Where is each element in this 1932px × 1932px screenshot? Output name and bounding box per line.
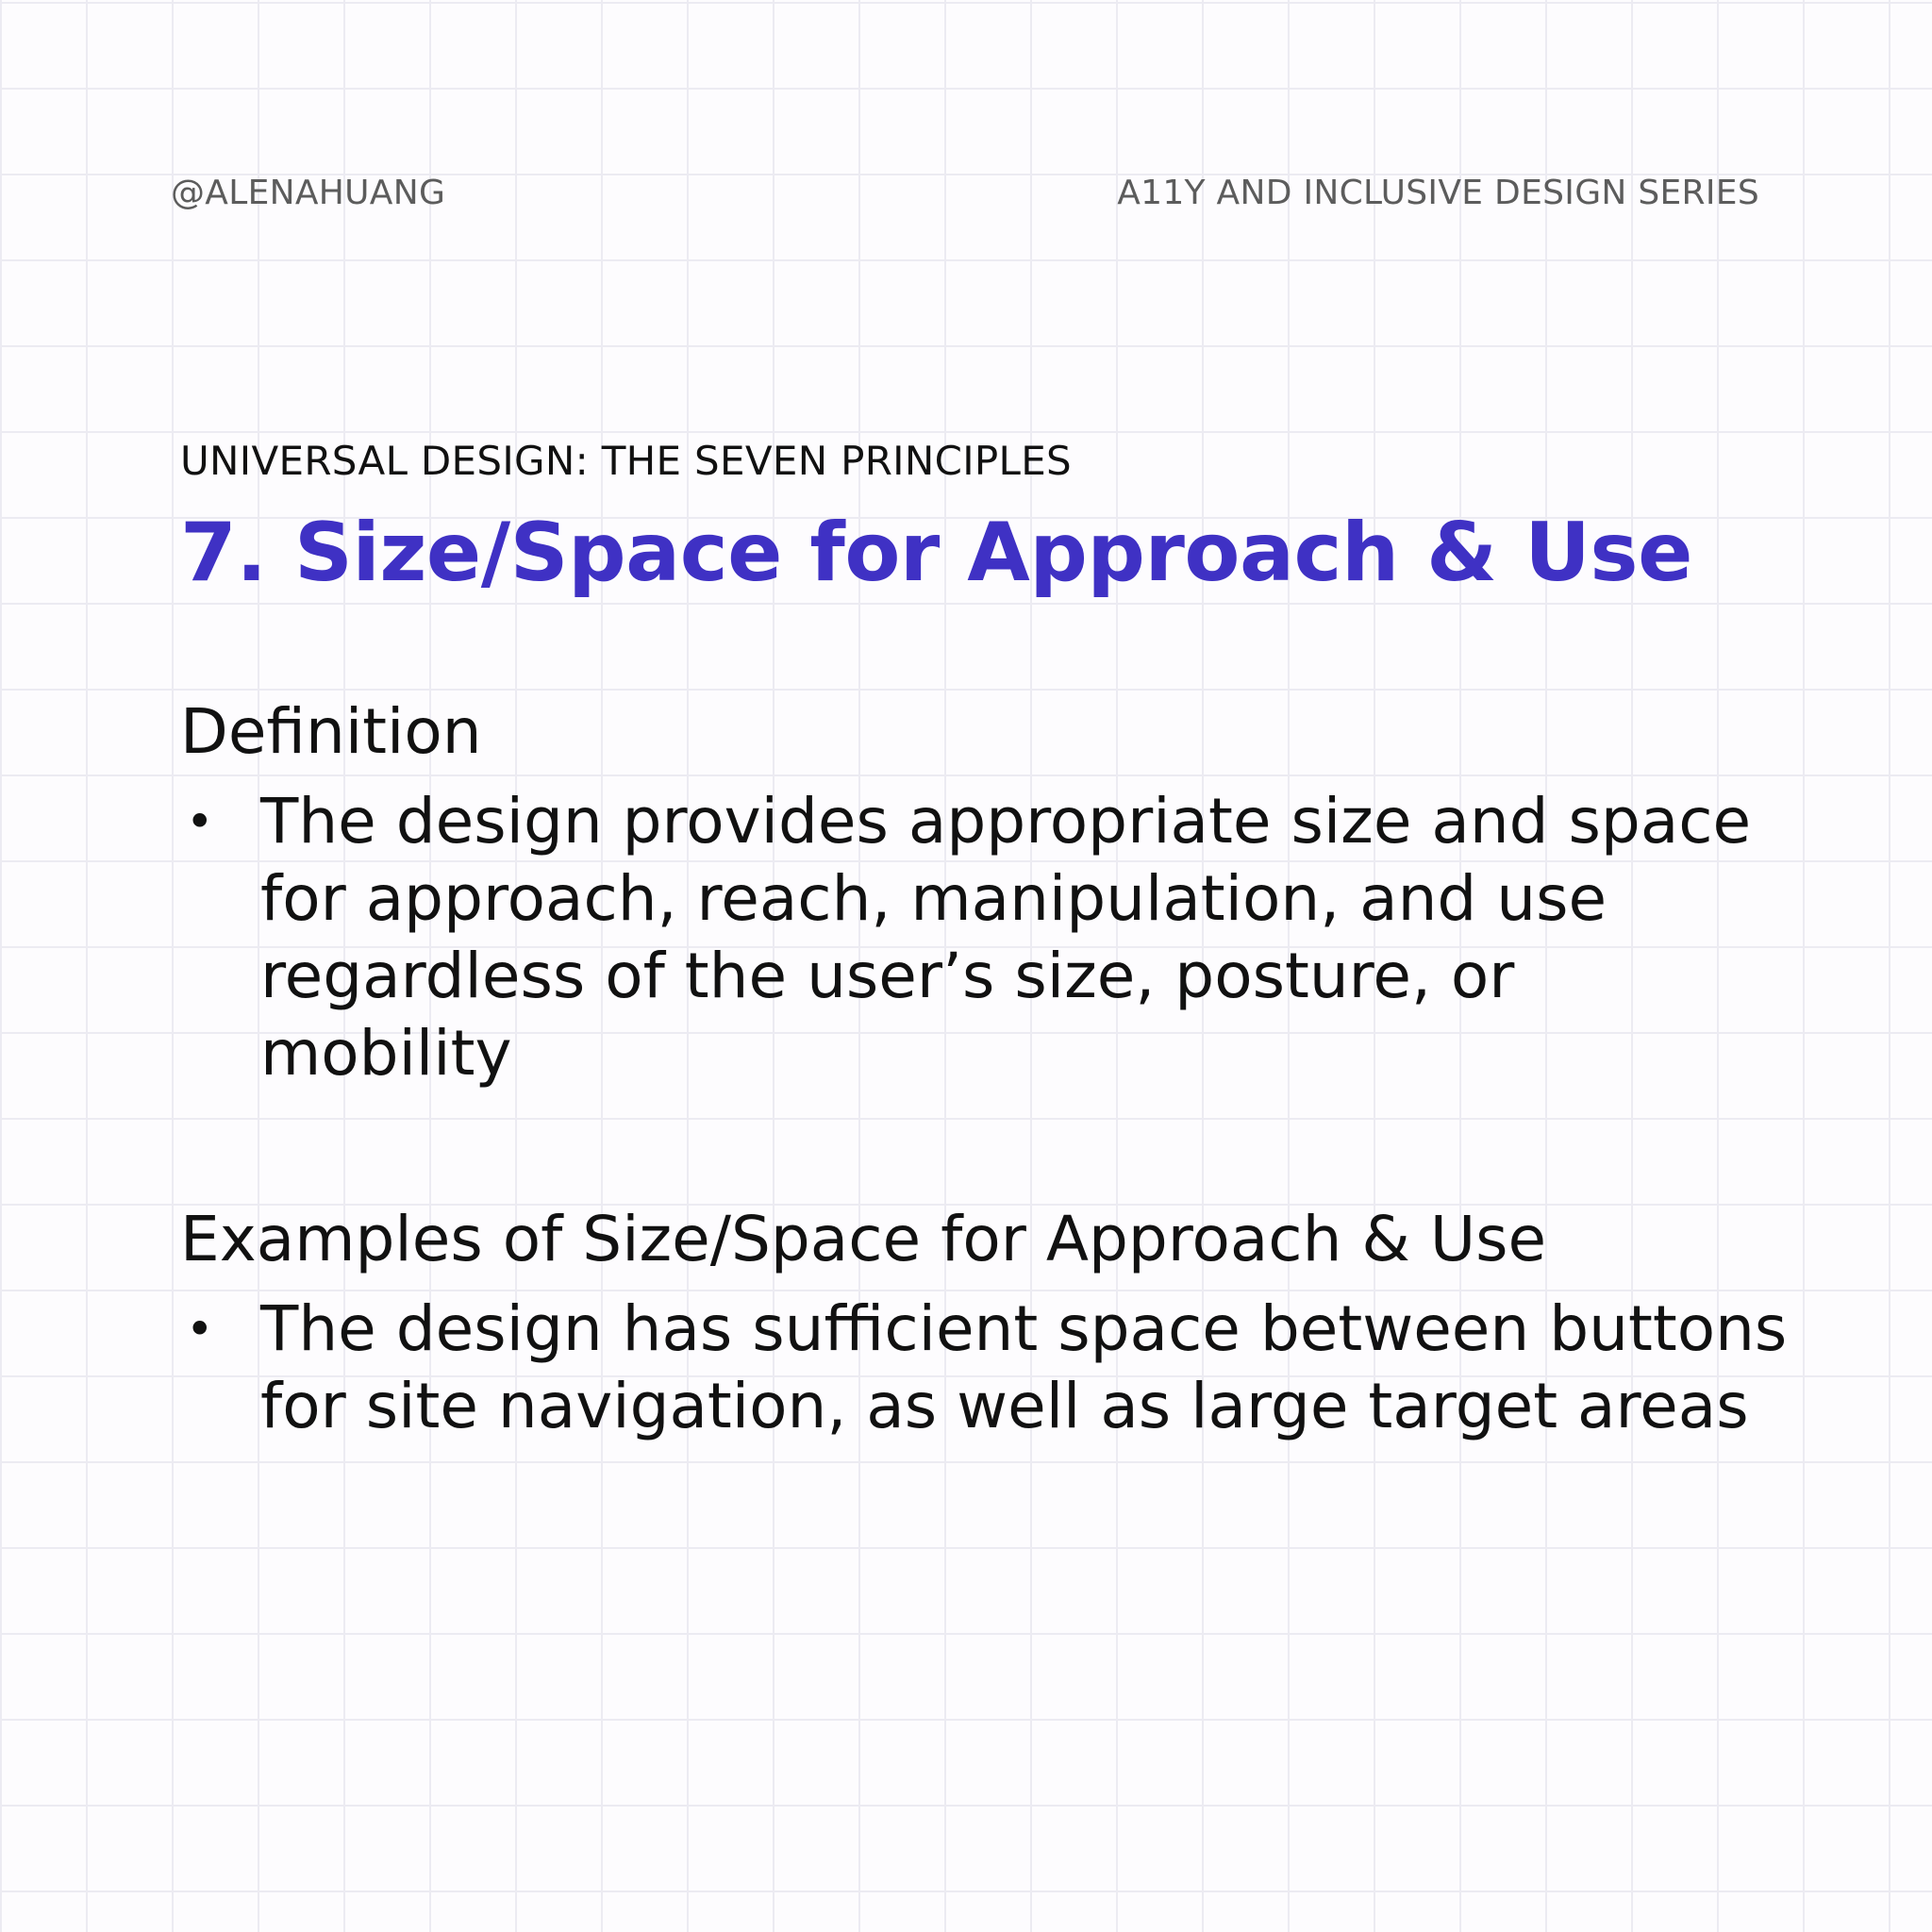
- definition-text: The design provides appropriate size and space for approach, reach, manipulation, and use regardless of the user’s size, posture, or mobility: [260, 785, 1752, 1090]
- example-text: The design has sufficient space between buttons for site navigation, as well as large target areas: [260, 1292, 1788, 1442]
- examples-heading: Examples of Size/Space for Approach & Use: [180, 1203, 1547, 1275]
- list-item: [180, 783, 1784, 1092]
- page-title: 7. Size/Space for Approach & Use: [180, 506, 1692, 600]
- definition-heading: Definition: [180, 695, 482, 768]
- series-label: A11Y AND INCLUSIVE DESIGN SERIES: [1117, 174, 1759, 212]
- bullet-icon: •: [186, 794, 214, 849]
- kicker: UNIVERSAL DESIGN: THE SEVEN PRINCIPLES: [180, 438, 1073, 484]
- examples-list: [180, 1291, 1788, 1445]
- definition-list: [180, 783, 1784, 1092]
- author-handle: @ALENAHUANG: [171, 174, 446, 212]
- slide-content: [180, 436, 1788, 1445]
- bullet-icon: •: [186, 1302, 214, 1357]
- list-item: [180, 1291, 1788, 1445]
